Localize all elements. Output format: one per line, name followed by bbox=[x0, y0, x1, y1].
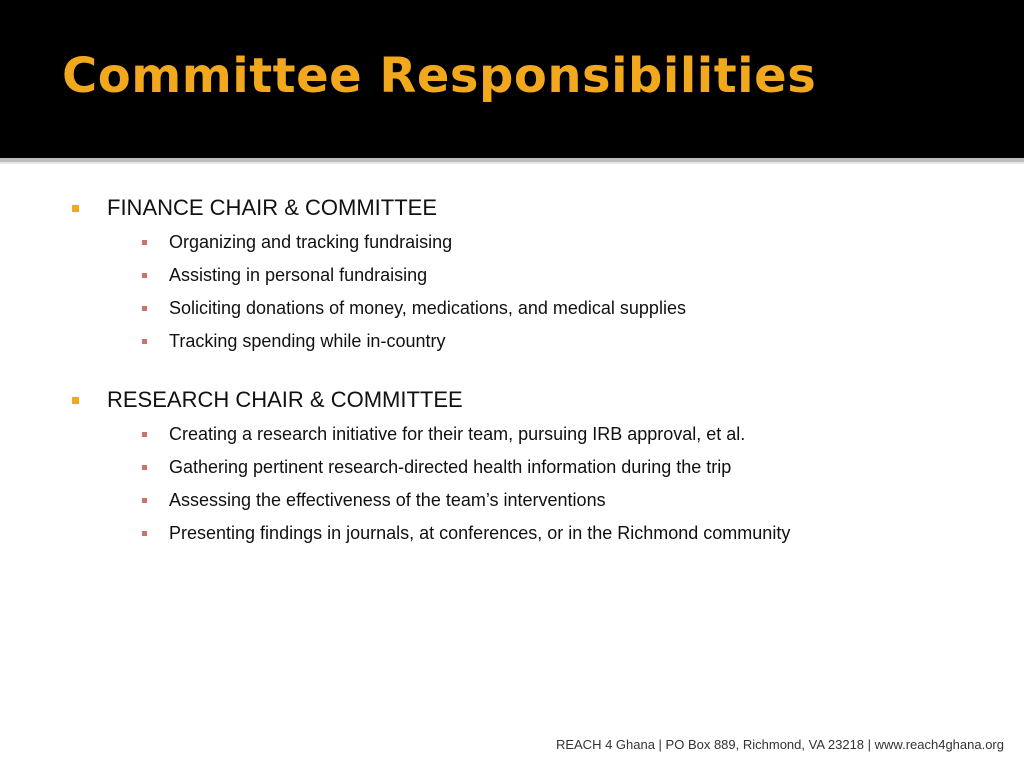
list-item bbox=[142, 325, 992, 358]
section-heading-row bbox=[72, 192, 992, 224]
small-square-bullet-icon bbox=[142, 306, 147, 311]
section-finance bbox=[72, 192, 992, 358]
small-square-bullet-icon bbox=[142, 498, 147, 503]
list-item bbox=[142, 418, 992, 451]
list-item-text: Assessing the effectiveness of the team’s interventions bbox=[169, 490, 606, 510]
small-square-bullet-icon bbox=[142, 531, 147, 536]
list-item-text: Creating a research initiative for their team, pursuing IRB approval, et al. bbox=[169, 424, 746, 444]
list-item-text: Gathering pertinent research-directed health information during the trip bbox=[169, 457, 732, 477]
small-square-bullet-icon bbox=[142, 339, 147, 344]
list-item-text: Tracking spending while in-country bbox=[169, 331, 446, 351]
list-item-text: Soliciting donations of money, medications, and medical supplies bbox=[169, 298, 686, 318]
section-research bbox=[72, 384, 992, 550]
list-item-text: Presenting findings in journals, at conferences, or in the Richmond community bbox=[169, 523, 791, 543]
title-band bbox=[0, 0, 1024, 158]
slide-content bbox=[72, 192, 992, 576]
small-square-bullet-icon bbox=[142, 240, 147, 245]
research-task-list bbox=[72, 418, 992, 550]
small-square-bullet-icon bbox=[142, 465, 147, 470]
slide-footer: REACH 4 Ghana | PO Box 889, Richmond, VA 23218 | www.reach4ghana.org bbox=[555, 737, 1004, 752]
small-square-bullet-icon bbox=[142, 432, 147, 437]
finance-task-list bbox=[72, 226, 992, 358]
list-item bbox=[142, 226, 992, 259]
list-item bbox=[142, 451, 992, 484]
list-item-text: Assisting in personal fundraising bbox=[169, 265, 428, 285]
section-heading-row bbox=[72, 384, 992, 416]
list-item bbox=[142, 292, 992, 325]
slide-title: Committee Responsibilities bbox=[62, 48, 817, 104]
list-item bbox=[142, 259, 992, 292]
square-bullet-icon bbox=[72, 205, 79, 212]
small-square-bullet-icon bbox=[142, 273, 147, 278]
list-item-text: Organizing and tracking fundraising bbox=[169, 232, 453, 252]
list-item bbox=[142, 484, 992, 517]
section-heading: RESEARCH CHAIR & COMMITTEE bbox=[107, 387, 463, 412]
section-heading: FINANCE CHAIR & COMMITTEE bbox=[107, 195, 438, 220]
divider-rule-highlight bbox=[0, 162, 1024, 164]
list-item bbox=[142, 517, 992, 550]
square-bullet-icon bbox=[72, 397, 79, 404]
